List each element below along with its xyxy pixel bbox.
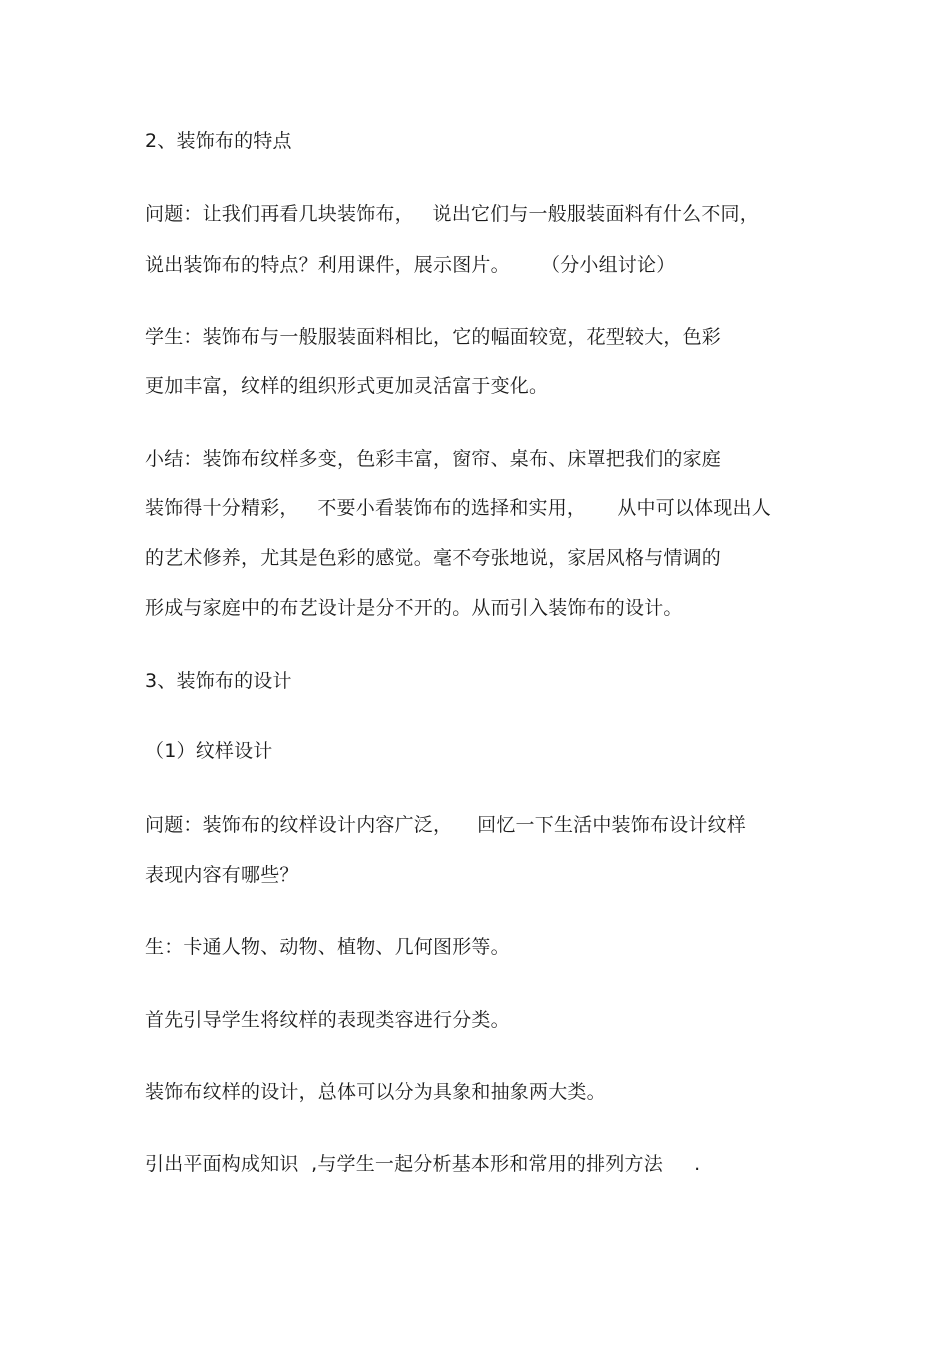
paragraph-line: 问题：让我们再看几块装饰布， 说出它们与一般服装面料有什么不同， <box>145 203 759 225</box>
paragraph-line: 装饰布纹样的设计，总体可以分为具象和抽象两大类。 <box>145 1081 606 1103</box>
section-heading: 3、装饰布的设计 <box>145 670 292 692</box>
paragraph-line: 的艺术修养，尤其是色彩的感觉。毫不夸张地说，家居风格与情调的 <box>145 547 722 569</box>
section-heading: 2、装饰布的特点 <box>145 130 292 152</box>
paragraph-line: 表现内容有哪些？ <box>145 864 299 886</box>
paragraph-line: 说出装饰布的特点？利用课件，展示图片。 （分小组讨论） <box>145 254 676 276</box>
paragraph-line: 引出平面构成知识 ,与学生一起分析基本形和常用的排列方法 . <box>145 1153 701 1175</box>
paragraph-line: 首先引导学生将纹样的表现类容进行分类。 <box>145 1009 510 1031</box>
paragraph-line: 装饰得十分精彩， 不要小看装饰布的选择和实用， 从中可以体现出人 <box>145 497 771 519</box>
paragraph-line: 学生：装饰布与一般服装面料相比，它的幅面较宽，花型较大，色彩 <box>145 326 722 348</box>
paragraph-line: 问题：装饰布的纹样设计内容广泛， 回忆一下生活中装饰布设计纹样 <box>145 814 746 836</box>
paragraph-line: 形成与家庭中的布艺设计是分不开的。从而引入装饰布的设计。 <box>145 597 683 619</box>
subsection-heading: （1）纹样设计 <box>145 740 273 762</box>
paragraph-line: 生：卡通人物、动物、植物、几何图形等。 <box>145 936 510 958</box>
paragraph-line: 小结：装饰布纹样多变，色彩丰富，窗帘、桌布、床罩把我们的家庭 <box>145 448 722 470</box>
paragraph-line: 更加丰富，纹样的组织形式更加灵活富于变化。 <box>145 375 549 397</box>
